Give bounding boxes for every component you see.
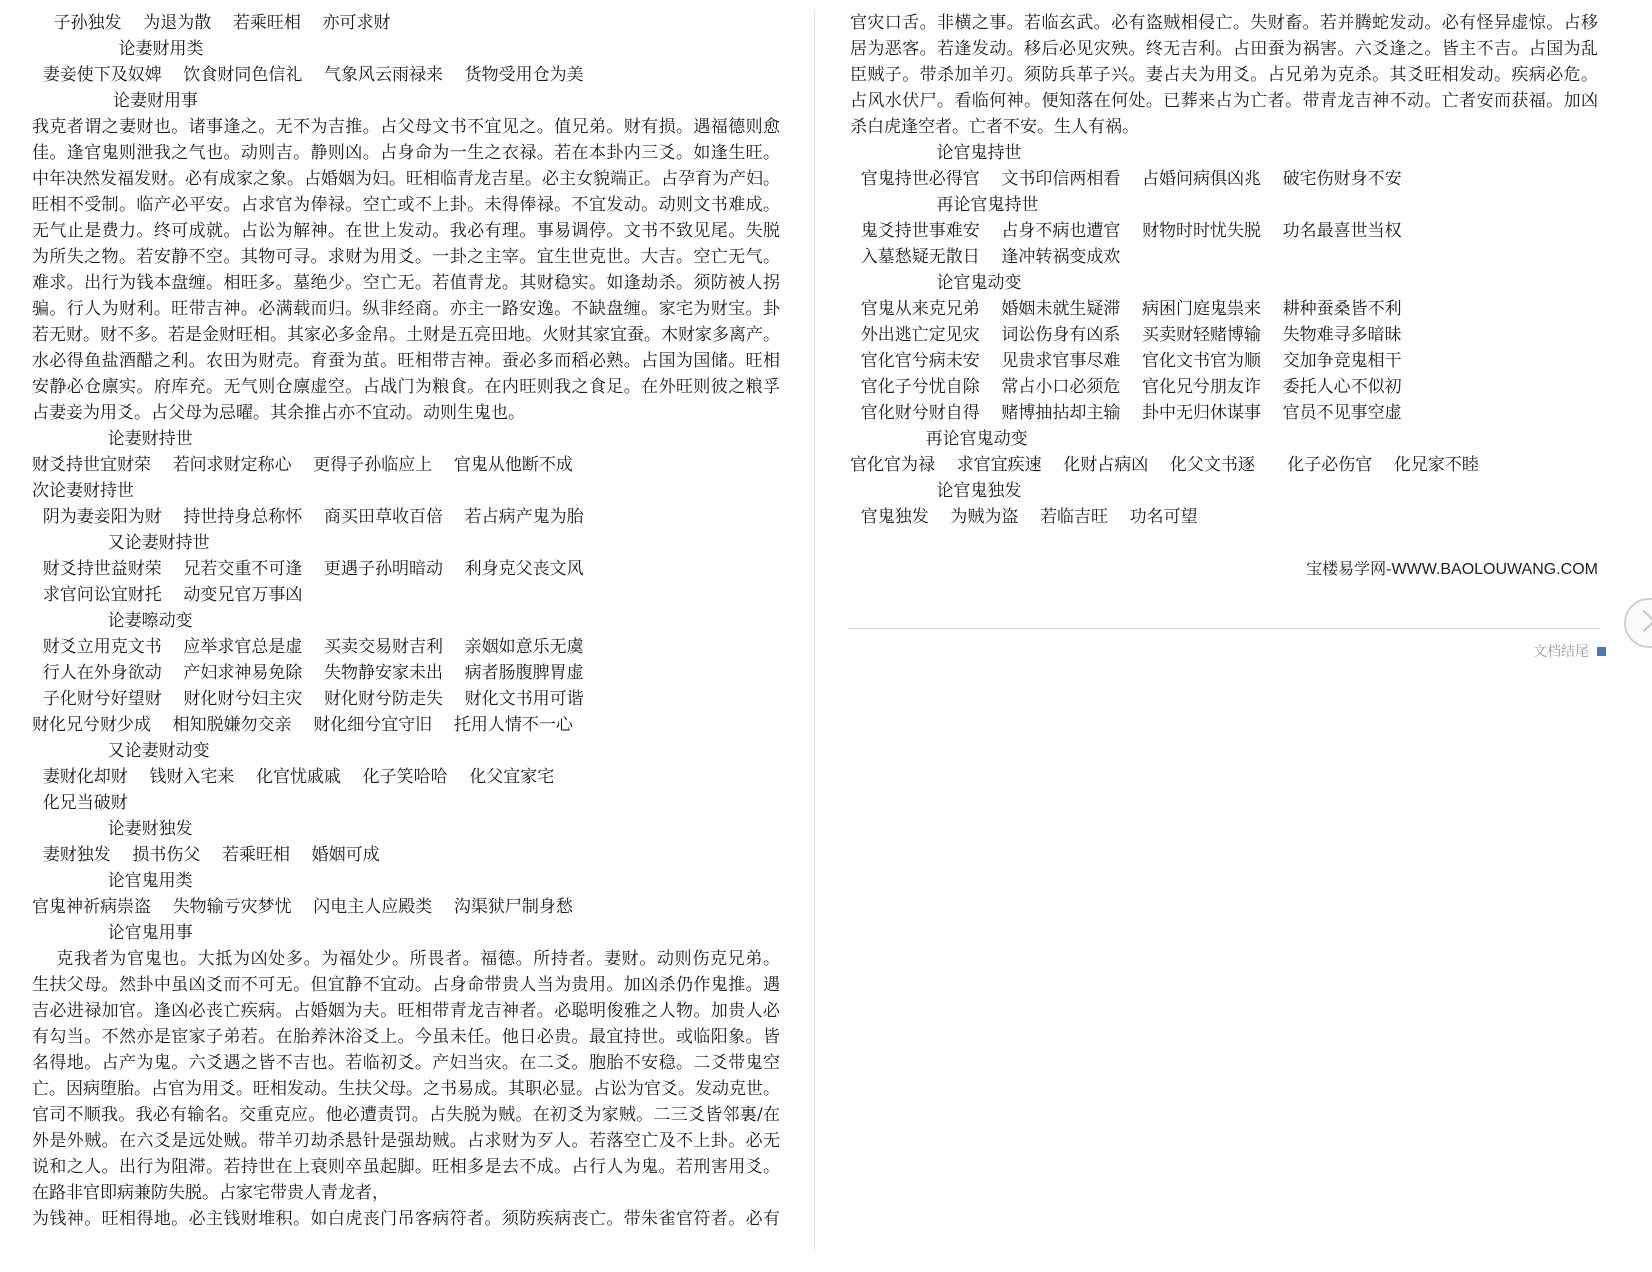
text-line: 论官鬼动变 [850, 273, 1022, 293]
text-line: 妻财化却财 钱财入宅来 化官忧戚戚 化子笑哈哈 化父宜家宅 [32, 767, 555, 787]
end-label: 文档结尾 [1533, 643, 1589, 659]
text-line: 外是外贼。在六爻是远处贼。带羊刃劫杀悬针是强劫贼。占求财为歹人。若落空亡及不上卦。必无 [32, 1131, 780, 1151]
text-line: 我克者谓之妻财也。诸事逢之。无不为吉推。占父母文书不宜见之。值兄弟。财有损。遇福德则愈 [32, 117, 780, 137]
text-line: 占风水伏尸。看临何神。便知落在何处。已葬来占为亡者。带青龙吉神不动。亡者安而获福。加凶 [850, 91, 1598, 111]
text-line: 吉必进禄加官。逢凶必丧亡疾病。占婚姻为夫。旺相带青龙吉神者。必聪明俊雅之人物。加贵人必 [32, 1001, 780, 1021]
text-line: 官鬼从来克兄弟 婚姻未就生疑滞 病困门庭鬼祟来 耕种蚕桑皆不利 [850, 299, 1402, 319]
text-line: 说和之人。出行为阻滞。若持世在上衰则卒虽起脚。旺相多是去不成。占行人为鬼。若刑害用爻。 [32, 1157, 780, 1177]
text-line: 次论妻财持世 [32, 481, 134, 501]
text-line: 官化财兮财自得 赌博抽拈却主输 卦中无归休谋事 官员不见事空虚 [850, 403, 1402, 423]
text-line: 论妻财用事 [32, 91, 199, 111]
text-line: 财爻立用克文书 应举求官总是虚 买卖交易财吉利 亲姻如意乐无虞 [32, 637, 584, 657]
text-line: 官鬼持世必得官 文书印信两相看 占婚问病俱凶兆 破宅伤财身不安 [850, 169, 1402, 189]
text-line: 为所失之物。若安静不空。其物可寻。求财为用爻。一卦之主宰。宜生世克世。大吉。空亡无气。 [32, 247, 780, 267]
text-line: 外出逃亡定见灾 词讼伤身有凶系 买卖财轻赌博输 失物难寻多暗昧 [850, 325, 1402, 345]
text-line: 为钱神。旺相得地。必主钱财堆积。如白虎丧门吊客病符者。须防疾病丧亡。带朱雀官符者。必有 [32, 1209, 780, 1229]
text-line: 子化财兮好望财 财化财兮妇主灾 财化财兮防走失 财化文书用可谐 [32, 689, 584, 709]
text-line: 水必得鱼盐酒醋之利。农田为财売。育蚕为茧。旺相带吉神。蚕必多而稻必熟。占国为国储。旺相 [32, 351, 780, 371]
text-line: 官化子兮忧自除 常占小口必须危 官化兄兮朋友诈 委托人心不似初 [850, 377, 1402, 397]
text-line: 居为恶客。若逢发动。移后必见灾殃。终无吉利。占田蚕为祸害。六爻逢之。皆主不吉。占国为乱 [850, 39, 1598, 59]
text-line: 官化官兮病未安 见贵求官事尽难 官化文书官为顺 交加争竞鬼相干 [850, 351, 1402, 371]
text-line: 论官鬼持世 [850, 143, 1022, 163]
text-line: 骗。行人为财利。旺带吉神。必满载而归。纵非经商。亦主一路安逸。不缺盘缠。家宅为财宝。卦 [32, 299, 780, 319]
text-line: 中年决然发福发财。必有成家之象。占婚姻为妇。旺相临青龙吉星。必主女貌端正。占孕育为产妇。 [32, 169, 780, 189]
text-line: 鬼爻持世事难安 占身不病也遭官 财物时时忧失脱 功名最喜世当权 [850, 221, 1402, 241]
text-line: 杀白虎逢空者。亡者不安。生人有祸。 [850, 117, 1139, 137]
text-line: 有勾当。不然亦是宦家子弟若。在胎养沐浴爻上。今虽未任。他日必贵。最宜持世。或临阳象。皆 [32, 1027, 780, 1047]
text-line: 财爻持世宜财荣 若问求财定称心 更得子孙临应上 官鬼从他断不成 [32, 455, 573, 475]
text-line: 论妻财持世 [32, 429, 193, 449]
site-watermark-link[interactable]: 宝楼易学网-WWW.BAOLOUWANG.COM [1306, 561, 1598, 578]
text-line: 妻妾使下及奴婢 饮食财同色信礼 气象风云雨禄来 货物受用仓为美 [32, 65, 584, 85]
text-line: 克我者为官鬼也。大抵为凶处多。为福处少。所畏者。福德。所持者。妻财。动则伤克兄弟。 [32, 949, 780, 969]
text-line: 财爻持世益财荣 兄若交重不可逢 更遇子孙明暗动 利身克父丧文风 [32, 559, 584, 579]
text-line: 论妻财用类 [32, 39, 204, 59]
text-line: 生扶父母。然卦中虽凶爻而不可无。但宜静不宜动。占身命带贵人当为贵用。加凶杀仍作鬼推。遇 [32, 975, 780, 995]
text-line: 财化兄兮财少成 相知脱嫌勿交亲 财化细兮宜守旧 托用人情不一心 [32, 715, 573, 735]
text-line: 难求。出行为钱本盘缠。相旺多。墓绝少。空亡无。若值青龙。其财稳实。如逢劫杀。须防被人拐 [32, 273, 780, 293]
text-line: 论妻嚓动变 [32, 611, 193, 631]
text-line: 若无财。财不多。若是金财旺相。其家必多金帛。土财是五亮田地。火财其家宜蚕。木财家多离产。 [32, 325, 780, 345]
text-line: 在路非官即病兼防失脱。占家宅带贵人青龙者， [32, 1183, 389, 1203]
left-column [32, 10, 780, 1232]
text-line: 论官鬼用类 [32, 871, 193, 891]
text-line: 行人在外身欲动 产妇求神易免除 失物静安家未出 病者肠腹脾胃虚 [32, 663, 584, 683]
square-icon [1597, 647, 1606, 656]
text-line: 名得地。占产为鬼。六爻遇之皆不吉也。若临初爻。产妇当灾。在二爻。胞胎不安稳。二爻带鬼空 [32, 1053, 780, 1073]
text-line: 旺相不受制。临产必平安。占求官为俸禄。空亡或不上卦。未得俸禄。不宜发动。动则文书难成。 [32, 195, 780, 215]
text-line: 亡。因病堕胎。占官为用爻。旺相发动。生扶父母。之书易成。其职必显。占讼为官爻。发动克世。 [32, 1079, 780, 1099]
column-divider [814, 10, 815, 1250]
text-line: 子孙独发 为退为散 若乘旺相 亦可求财 [32, 13, 391, 33]
text-line: 占妻妾为用爻。占父母为忌曜。其余推占亦不宜动。动则生鬼也。 [32, 403, 525, 423]
text-line: 阴为妻妾阳为财 持世持身总称怀 商买田草收百倍 若占病产鬼为胎 [32, 507, 584, 527]
text-line: 官化官为禄 求官宜疾速 化财占病凶 化父文书逐 化子必伤官 化兄家不睦 [850, 455, 1479, 475]
text-line: 臣贼子。带杀加羊刃。须防兵革子兴。妻占夫为用爻。占兄弟为克杀。其爻旺相发动。疾病必危。 [850, 65, 1598, 85]
text-line: 佳。逢官鬼则泄我之气也。动则吉。静则凶。占身命为一生之衣禄。若在本卦内三爻。如逢生旺。 [32, 143, 780, 163]
text-line: 化兄当破财 [32, 793, 128, 813]
text-line: 入墓愁疑无散日 逢冲转祸变成欢 [850, 247, 1121, 267]
text-line: 再论官鬼持世 [850, 195, 1039, 215]
text-line: 再论官鬼动变 [850, 429, 1028, 449]
document-end-rule [848, 628, 1600, 629]
text-line: 官司不顺我。我必有输名。交重克应。他必遭责罚。占失脱为贼。在初爻为家贼。二三爻皆邻裏/在 [32, 1105, 780, 1125]
text-line: 论官鬼用事 [32, 923, 193, 943]
text-line: 官灾口舌。非横之事。若临玄武。必有盗贼相侵亡。失财畜。若并腾蛇发动。必有怪异虚惊。占移 [850, 13, 1598, 33]
text-line: 妻财独发 损书伤父 若乘旺相 婚姻可成 [32, 845, 380, 865]
text-line: 安静必仓廪实。府库充。无气则仓廪虚空。占战门为粮食。在内旺则我之食足。在外旺则彼之粮孚 [32, 377, 780, 397]
text-line: 论官鬼独发 [850, 481, 1022, 501]
text-line: 无气止是费力。终可成就。占讼为解神。在世上发动。我必有理。事易调停。文书不致见尾。失脱 [32, 221, 780, 241]
text-line: 官鬼独发 为贼为盗 若临吉旺 功名可望 [850, 507, 1198, 527]
next-page-button[interactable] [1624, 598, 1652, 648]
document-end-marker [1533, 641, 1606, 661]
text-line: 论妻财独发 [32, 819, 193, 839]
text-line: 又论妻财动变 [32, 741, 210, 761]
text-line: 又论妻财持世 [32, 533, 210, 553]
text-line: 求官问讼宜财托 动变兄官万事凶 [32, 585, 303, 605]
right-column [850, 10, 1598, 530]
chevron-right-icon [1633, 610, 1652, 633]
text-line: 官鬼神祈病崇盗 失物输亏灾梦忧 闪电主人应殿类 沟渠狱尸制身愁 [32, 897, 573, 917]
